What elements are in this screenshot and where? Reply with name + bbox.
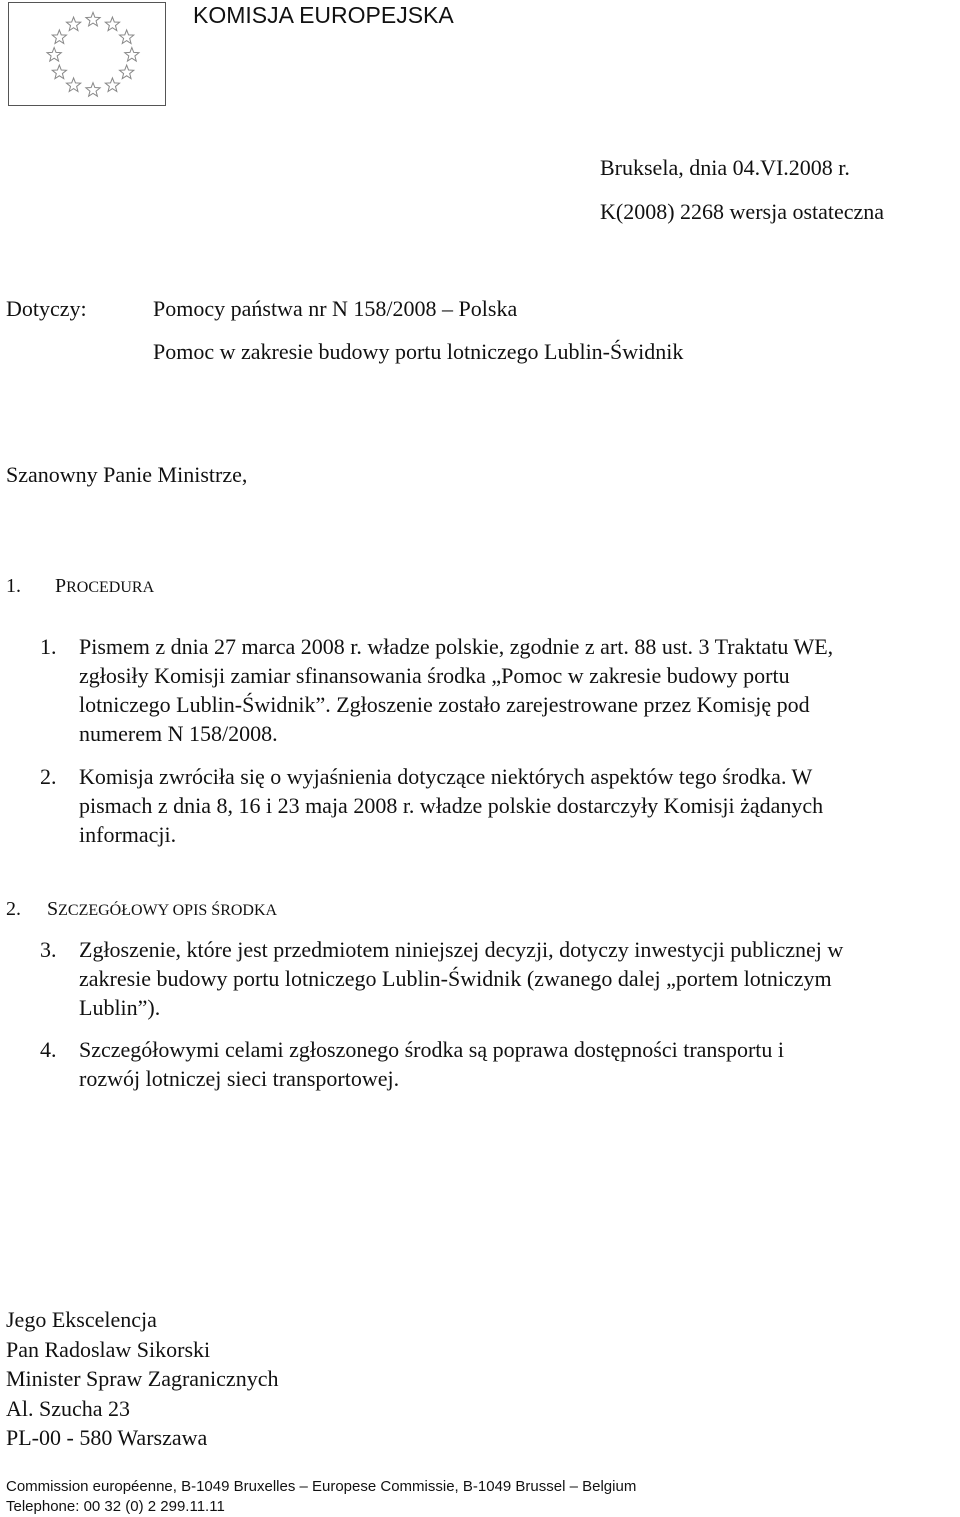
addressee-line: Jego Ekscelencja: [6, 1307, 157, 1332]
paragraph-3: [79, 935, 955, 1022]
paragraph-number: 3.: [40, 937, 57, 962]
place-date: Bruksela, dnia 04.VI.2008 r.: [600, 155, 850, 180]
footer: [6, 1477, 636, 1517]
eu-logo: [8, 2, 166, 106]
footer-telephone: Telephone: 00 32 (0) 2 299.11.11: [6, 1498, 225, 1515]
paragraph-2: [79, 762, 955, 849]
addressee-line: Al. Szucha 23: [6, 1395, 131, 1421]
star-shape: [66, 78, 80, 92]
paragraph-line: Pismem z dnia 27 marca 2008 r. władze polskie, zgodnie z art. 88 ust. 3 Traktatu WE,: [79, 634, 834, 659]
star-shape: [52, 30, 66, 44]
paragraph-1: [79, 632, 955, 748]
subject-line-2: Pomoc w zakresie budowy portu lotniczego Lublin-Świdnik: [153, 339, 684, 364]
addressee-block: [6, 1305, 278, 1453]
section-title-initial: S: [47, 898, 59, 920]
section-title-rest: ZCZEGÓŁOWY OPIS ŚRODKA: [58, 902, 278, 919]
organization-name: KOMISJA EUROPEJSKA: [193, 2, 454, 28]
paragraph-line: pismach z dnia 8, 16 i 23 maja 2008 r. władze polskie dostarczyły Komisji żądanych: [79, 793, 824, 818]
paragraph-line: zakresie budowy portu lotniczego Lublin-Świdnik (zwanego dalej „portem lotniczym: [79, 966, 832, 991]
star-shape: [120, 30, 134, 44]
paragraph-line: Komisja zwróciła się o wyjaśnienia dotyczące niektórych aspektów tego środka. W: [79, 764, 813, 789]
star-shape: [47, 48, 61, 62]
section-title-initial: P: [55, 575, 67, 597]
reference-number: K(2008) 2268 wersja ostateczna: [600, 199, 885, 224]
section-heading-procedure: [6, 572, 154, 602]
star-shape: [52, 65, 66, 79]
star-shape: [125, 48, 139, 62]
paragraph-number: 1.: [40, 634, 57, 659]
star-shape: [105, 78, 119, 92]
eu-stars-icon: [9, 3, 164, 104]
footer-address: Commission européenne, B-1049 Bruxelles – Europese Commissie, B-1049 Brussel – Belgium: [6, 1478, 637, 1495]
paragraph-line: numerem N 158/2008.: [79, 721, 278, 746]
paragraph-line: lotniczego Lublin-Świdnik”. Zgłoszenie zostało zarejestrowane przez Komisję pod: [79, 692, 810, 717]
paragraph-4: [79, 1035, 955, 1093]
section-title-rest: ROCEDURA: [66, 579, 155, 596]
star-shape: [105, 17, 119, 31]
paragraph-line: zgłosiły Komisji zamiar sfinansowania środka „Pomoc w zakresie budowy portu: [79, 663, 790, 688]
paragraph-line: Zgłoszenie, które jest przedmiotem niniejszej decyzji, dotyczy inwestycji publicznej w: [79, 937, 844, 962]
addressee-line: Pan Radoslaw Sikorski: [6, 1336, 211, 1362]
section-heading-details: [6, 895, 277, 925]
paragraph-number: 4.: [40, 1037, 57, 1062]
section-number: 2.: [6, 898, 21, 920]
paragraph-line: Szczegółowymi celami zgłoszonego środka są poprawa dostępności transportu i: [79, 1037, 785, 1062]
paragraph-line: Lublin”).: [79, 995, 161, 1020]
salutation: Szanowny Panie Ministrze,: [6, 462, 248, 487]
paragraph-line: rozwój lotniczej sieci transportowej.: [79, 1066, 400, 1091]
subject-line-1: Pomocy państwa nr N 158/2008 – Polska: [153, 296, 518, 321]
paragraph-line: informacji.: [79, 822, 177, 847]
addressee-line: Minister Spraw Zagranicznych: [6, 1366, 279, 1391]
star-shape: [86, 83, 100, 97]
star-shape: [86, 12, 100, 26]
star-shape: [120, 65, 134, 79]
paragraph-number: 2.: [40, 764, 57, 789]
star-shape: [66, 17, 80, 31]
addressee-line: PL-00 - 580 Warszawa: [6, 1425, 208, 1450]
subject-label: Dotyczy:: [6, 296, 87, 321]
section-number: 1.: [6, 575, 21, 597]
